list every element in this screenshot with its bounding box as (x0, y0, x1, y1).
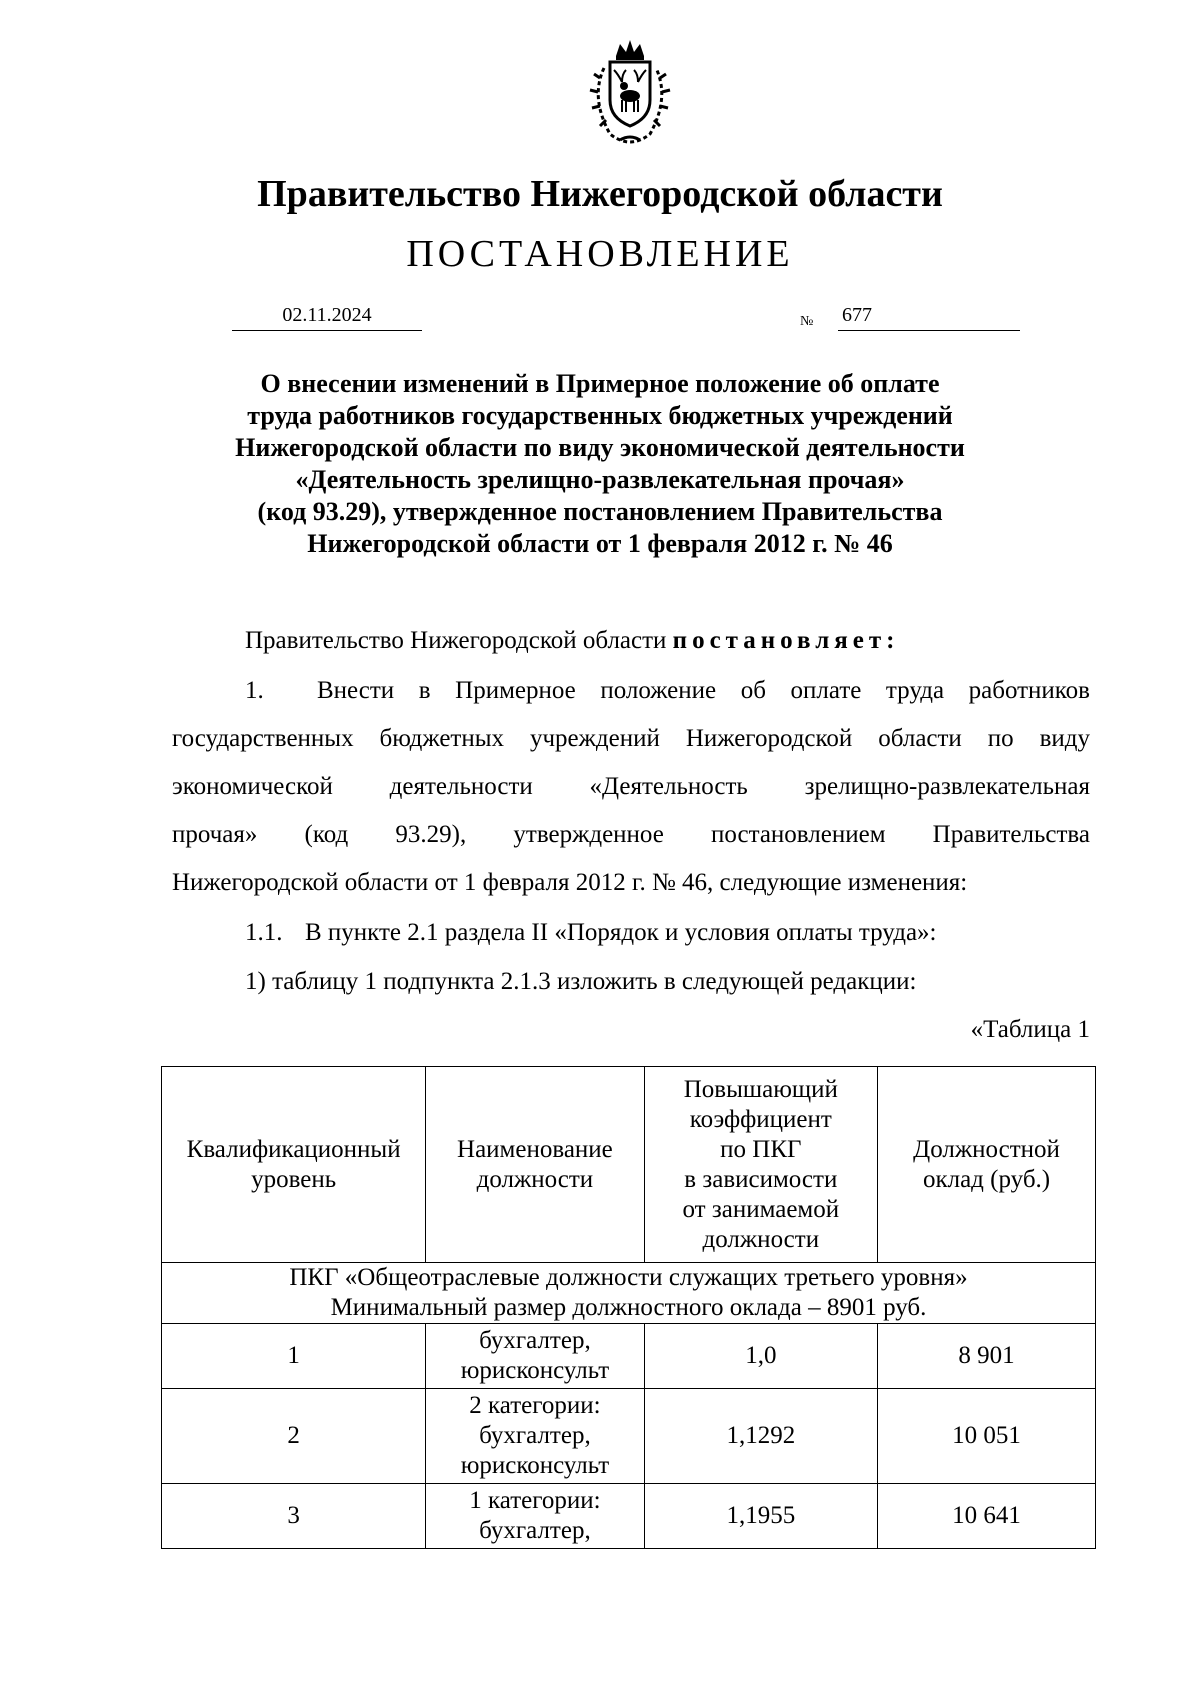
title-line: Нижегородской области от 1 февраля 2012 г. № 46 (307, 529, 893, 558)
paragraph-line: государственных бюджетных учреждений Нижегородской области по виду (172, 725, 1090, 752)
decree-word: постановляет: (672, 627, 900, 654)
title-line: О внесении изменений в Примерное положение об оплате (260, 369, 940, 398)
table-row (162, 1484, 1096, 1549)
cell-level: 1 (162, 1324, 426, 1389)
position-line: 1 категории: (469, 1487, 601, 1514)
paragraph-line (172, 676, 1090, 724)
group-line: ПКГ «Общеотраслевые должности служащих третьего уровня» (289, 1264, 968, 1291)
header-line: должности (702, 1225, 820, 1253)
paragraph-line: Нижегородской области от 1 февраля 2012 г. № 46, следующие изменения: (172, 869, 968, 896)
cell-coefficient: 1,1292 (644, 1389, 878, 1484)
header-line: Квалификационный (186, 1135, 401, 1163)
item-1-paragraph (172, 676, 1090, 916)
group-cell (162, 1263, 1096, 1324)
item-1-1-paragraph (172, 918, 1163, 948)
position-line: бухгалтер, (479, 1422, 591, 1449)
header-salary (878, 1067, 1096, 1263)
position-line: юрисконсульт (460, 1452, 610, 1479)
header-line: коэффициент (689, 1105, 832, 1133)
item-1-line-text: Внести в Примерное положение об оплате труда работников (317, 677, 1090, 704)
title-line: Нижегородской области по виду экономической деятельности (235, 433, 965, 462)
number-sign: № (800, 314, 814, 329)
cell-coefficient: 1,1955 (644, 1484, 878, 1549)
cell-position (426, 1484, 644, 1549)
table-row (162, 1324, 1096, 1389)
coat-of-arms-icon (560, 38, 700, 148)
title-line: труда работников государственных бюджетных учреждений (247, 401, 953, 430)
table-group-row (162, 1263, 1096, 1324)
document-title (0, 368, 1200, 560)
position-line: бухгалтер, (479, 1517, 591, 1544)
decree-paragraph (172, 626, 1090, 656)
group-line: Минимальный размер должностного оклада – 8901 руб. (330, 1294, 927, 1321)
document-type: ПОСТАНОВЛЕНИЕ (406, 233, 794, 275)
item-1-number: 1. (245, 677, 264, 704)
document-date: 02.11.2024 (282, 304, 372, 326)
organization-name: Правительство Нижегородской области (257, 173, 943, 215)
item-1-1-text: В пункте 2.1 раздела II «Порядок и условия оплаты труда»: (305, 919, 937, 946)
cell-salary: 8 901 (878, 1324, 1096, 1389)
paragraph-line: прочая» (код 93.29), утвержденное постановлением Правительства (172, 821, 1090, 848)
cell-salary: 10 641 (878, 1484, 1096, 1549)
header-line: по ПКГ (720, 1135, 802, 1163)
item-1-1-number: 1.1. (245, 919, 283, 946)
title-line: «Деятельность зрелищно-развлекательная прочая» (295, 465, 905, 494)
header-line: Повышающий (683, 1075, 838, 1103)
cell-salary: 10 051 (878, 1389, 1096, 1484)
cell-coefficient: 1,0 (644, 1324, 878, 1389)
table-row (162, 1389, 1096, 1484)
cell-level: 2 (162, 1389, 426, 1484)
header-line: Должностной (913, 1135, 1060, 1163)
table-label: «Таблица 1 (970, 1016, 1090, 1043)
header-line: Наименование (457, 1135, 613, 1163)
cell-position (426, 1324, 644, 1389)
document-number: 677 (842, 304, 872, 326)
salary-table (161, 1066, 1096, 1549)
date-underline (232, 330, 422, 331)
header-line: должности (476, 1165, 594, 1193)
position-line: бухгалтер, (479, 1327, 591, 1354)
header-line: в зависимости (684, 1165, 838, 1193)
header-position-name (426, 1067, 644, 1263)
header-qualification-level (162, 1067, 426, 1263)
subitem-1-paragraph: 1) таблицу 1 подпункта 2.1.3 изложить в следующей редакции: (245, 968, 917, 995)
header-line: от занимаемой (682, 1195, 840, 1223)
cell-position (426, 1389, 644, 1484)
paragraph-line: экономической деятельности «Деятельность зрелищно-развлекательная (172, 773, 1090, 800)
table-header-row (162, 1067, 1096, 1263)
position-line: юрисконсульт (460, 1357, 610, 1384)
header-line: уровень (251, 1165, 337, 1193)
header-coefficient (644, 1067, 878, 1263)
position-line: 2 категории: (469, 1392, 601, 1419)
header-line: оклад (руб.) (922, 1165, 1051, 1193)
number-underline (838, 330, 1020, 331)
title-line: (код 93.29), утвержденное постановлением Правительства (257, 497, 943, 526)
cell-level: 3 (162, 1484, 426, 1549)
decree-prefix: Правительство Нижегородской области (245, 627, 667, 654)
